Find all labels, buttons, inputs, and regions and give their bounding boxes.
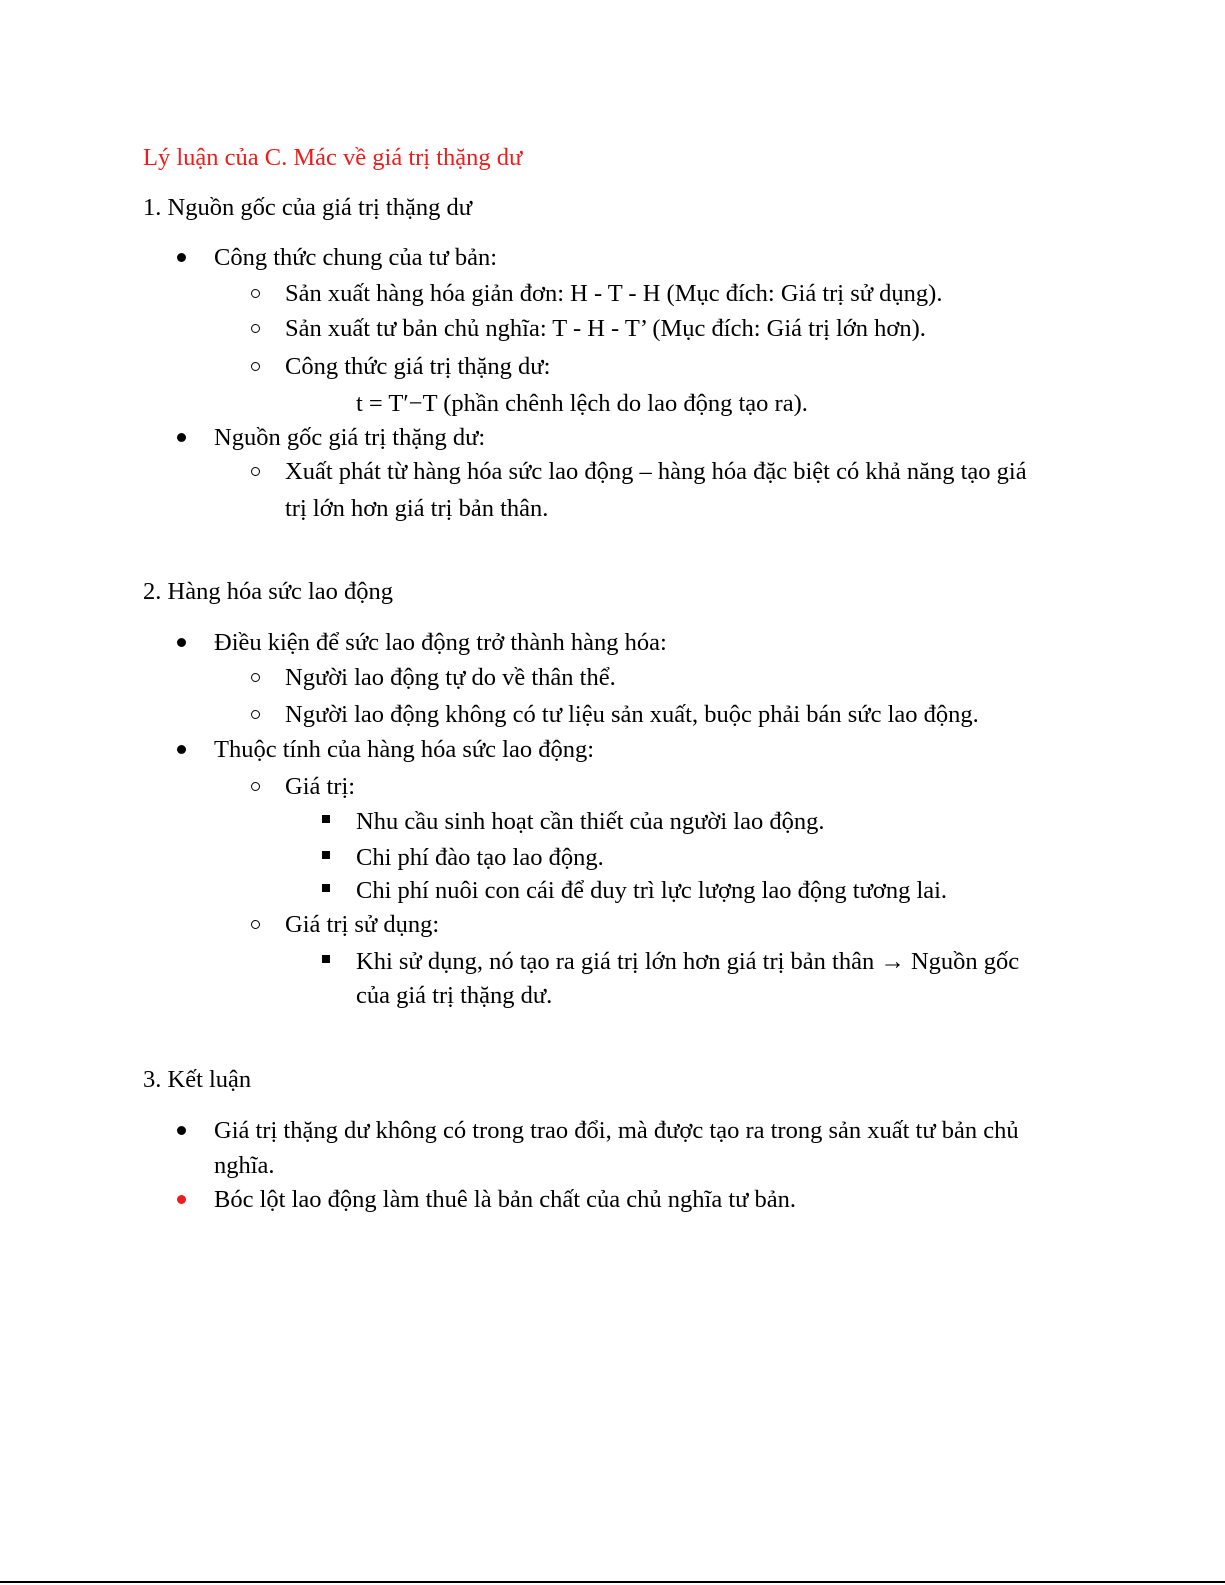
list-item: Khi sử dụng, nó tạo ra giá trị lớn hơn giá trị bản thân → Nguồn gốc <box>356 948 1020 975</box>
bullet-icon <box>177 253 186 262</box>
section-heading: 1. Nguồn gốc của giá trị thặng dư <box>143 194 472 221</box>
section-heading: 3. Kết luận <box>143 1066 252 1093</box>
bullet-icon <box>177 1126 186 1135</box>
list-item: Chi phí nuôi con cái để duy trì lực lượng lao động tương lai. <box>356 877 948 904</box>
list-item: Người lao động không có tư liệu sản xuất, buộc phải bán sức lao động. <box>285 701 979 728</box>
list-item-continuation: nghĩa. <box>214 1152 275 1179</box>
list-item: Nhu cầu sinh hoạt cần thiết của người lao động. <box>356 808 825 835</box>
bullet-icon <box>177 638 186 647</box>
document-title: Lý luận của C. Mác về giá trị thặng dư <box>143 144 523 171</box>
bullet-icon <box>177 745 186 754</box>
list-item: Bóc lột lao động làm thuê là bản chất của chủ nghĩa tư bản. <box>214 1186 797 1213</box>
section-heading: 2. Hàng hóa sức lao động <box>143 578 394 605</box>
square-bullet-icon <box>322 851 330 859</box>
list-item: Giá trị sử dụng: <box>285 911 440 938</box>
list-item-continuation: của giá trị thặng dư. <box>356 982 553 1009</box>
list-item: Sản xuất tư bản chủ nghĩa: T - H - T’ (Mục đích: Giá trị lớn hơn). <box>285 315 926 342</box>
page-bottom-border <box>0 1581 1225 1583</box>
list-item: Thuộc tính của hàng hóa sức lao động: <box>214 736 595 763</box>
list-item: Sản xuất hàng hóa giản đơn: H - T - H (Mục đích: Giá trị sử dụng). <box>285 280 943 307</box>
hollow-bullet-icon <box>251 673 260 682</box>
hollow-bullet-icon <box>251 782 260 791</box>
bullet-icon <box>177 433 186 442</box>
hollow-bullet-icon <box>251 289 260 298</box>
list-item: Giá trị: <box>285 773 356 800</box>
list-item: Chi phí đào tạo lao động. <box>356 844 604 871</box>
square-bullet-icon <box>322 884 330 892</box>
hollow-bullet-icon <box>251 467 260 476</box>
hollow-bullet-icon <box>251 362 260 371</box>
square-bullet-icon <box>322 955 330 963</box>
hollow-bullet-icon <box>251 324 260 333</box>
list-item: Công thức giá trị thặng dư: <box>285 353 551 380</box>
list-item: Giá trị thặng dư không có trong trao đổi, mà được tạo ra trong sản xuất tư bản chủ <box>214 1117 1019 1144</box>
formula: t = T′−T (phần chênh lệch do lao động tạo ra). <box>356 390 808 417</box>
list-item: Công thức chung của tư bản: <box>214 244 498 271</box>
hollow-bullet-icon <box>251 710 260 719</box>
list-item: Nguồn gốc giá trị thặng dư: <box>214 424 486 451</box>
square-bullet-icon <box>322 815 330 823</box>
list-item-continuation: trị lớn hơn giá trị bản thân. <box>285 495 549 522</box>
list-item: Điều kiện để sức lao động trở thành hàng hóa: <box>214 629 667 656</box>
hollow-bullet-icon <box>251 920 260 929</box>
list-item: Người lao động tự do về thân thể. <box>285 664 616 691</box>
red-bullet-icon <box>177 1195 186 1204</box>
list-item: Xuất phát từ hàng hóa sức lao động – hàng hóa đặc biệt có khả năng tạo giá <box>285 458 1027 485</box>
